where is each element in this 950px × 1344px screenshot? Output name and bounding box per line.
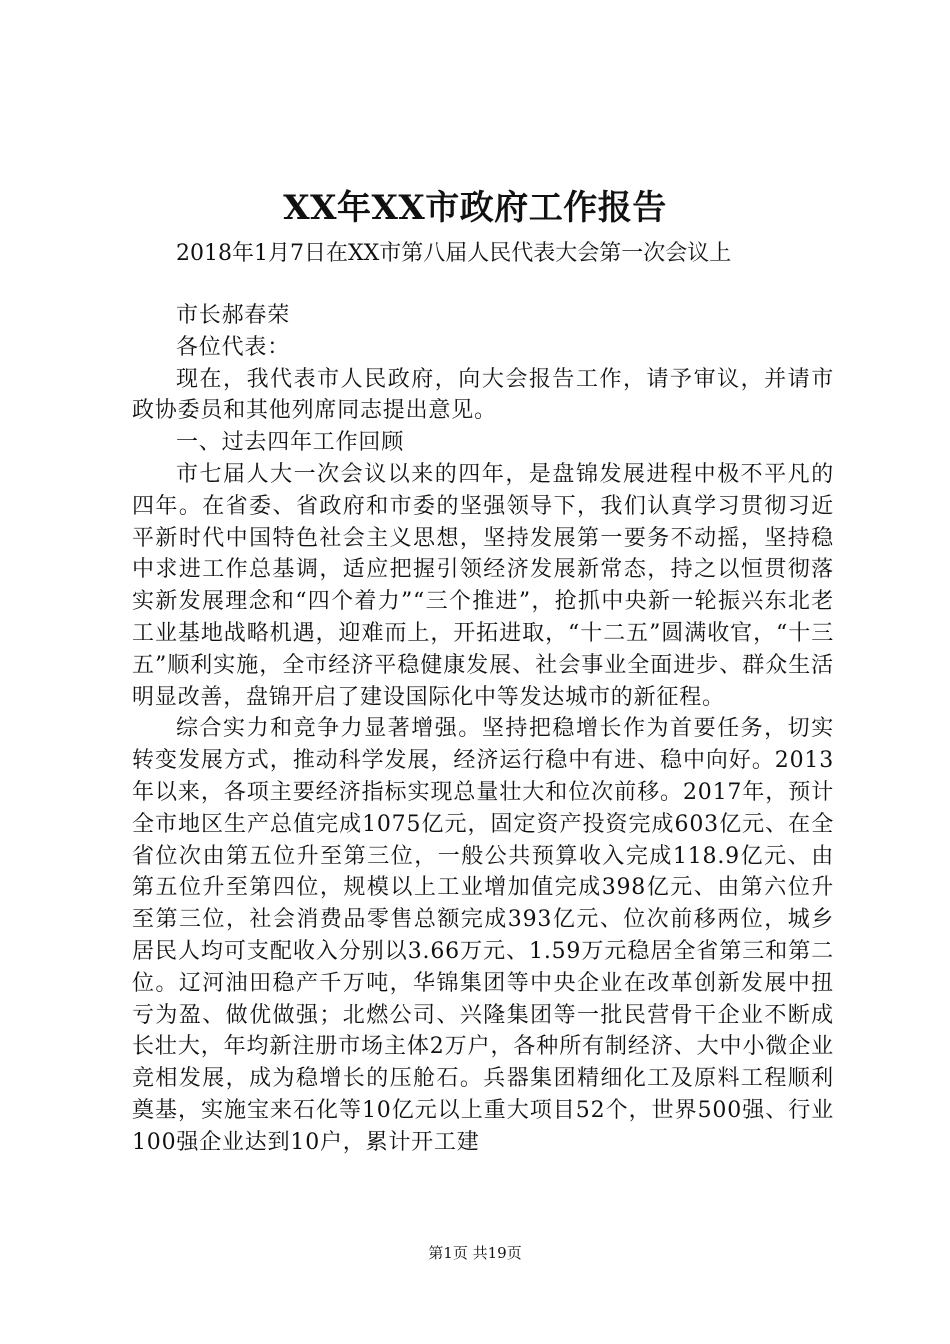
speaker-line: 市长郝春荣 xyxy=(176,303,291,328)
page-footer: 第1页 共19页 xyxy=(428,1244,522,1262)
document-title: XX年XX市政府工作报告 xyxy=(283,188,667,228)
section-heading: 一、过去四年工作回顾 xyxy=(176,430,405,456)
document-body xyxy=(132,300,834,1159)
body-paragraph: 市七届人大一次会议以来的四年，是盘锦发展进程中极不平凡的四年。在省委、省政府和市委的坚强领导下，我们认真学习贯彻习近平新时代中国特色社会主义思想，坚持发展第一要务不动摇，坚持稳中求进工作总基调，适应把握引领经济发展新常态，持之以恒贯彻落实新发展理念和“四个着力”“三个推进”，抢抓中央新一轮振兴东北老工业基地战略机遇，迎难而上，开拓进取，“十二五”圆满收官，“十三五”顺利实施，全市经济平稳健康发展、社会事业全面进步、群众生活明显改善，盘锦开启了建设国际化中等发达城市的新征程。 xyxy=(132,461,834,710)
salutation: 各位代表： xyxy=(176,334,291,360)
body-paragraph: 综合实力和竞争力显著增强。坚持把稳增长作为首要任务，切实转变发展方式，推动科学发展，经济运行稳中有进、稳中向好。2013年以来，各项主要经济指标实现总量壮大和位次前移。2017年，预计全市地区生产总值完成1075亿元，固定资产投资完成603亿元、在全省位次由第五位升至第三位，一般公共预算收入完成118.9亿元、由第五位升至第四位，规模以上工业增加值完成398亿元、由第六位升至第三位，社会消费品零售总额完成393亿元、位次前移两位，城乡居民人均可支配收入分别以3.66万元、1.59万元稳居全省第三和第二位。辽河油田稳产千万吨，华锦集团等中央企业在改革创新发展中扭亏为盈、做优做强；北燃公司、兴隆集团等一批民营骨干企业不断成长壮大，年均新注册市场主体2万户，各种所有制经济、大中小微企业竞相发展，成为稳增长的压舱石。兵器集团精细化工及原料工程顺利奠基，实施宝来石化等10亿元以上重大项目52个，世界500强、行业100强企业达到10户，累计开工建 xyxy=(132,716,834,1155)
document-subtitle: 2018年1月7日在XX市第八届人民代表大会第一次会议上 xyxy=(176,241,732,266)
body-paragraph: 现在，我代表市人民政府，向大会报告工作，请予审议，并请市政协委员和其他列席同志提出意见。 xyxy=(132,366,834,424)
